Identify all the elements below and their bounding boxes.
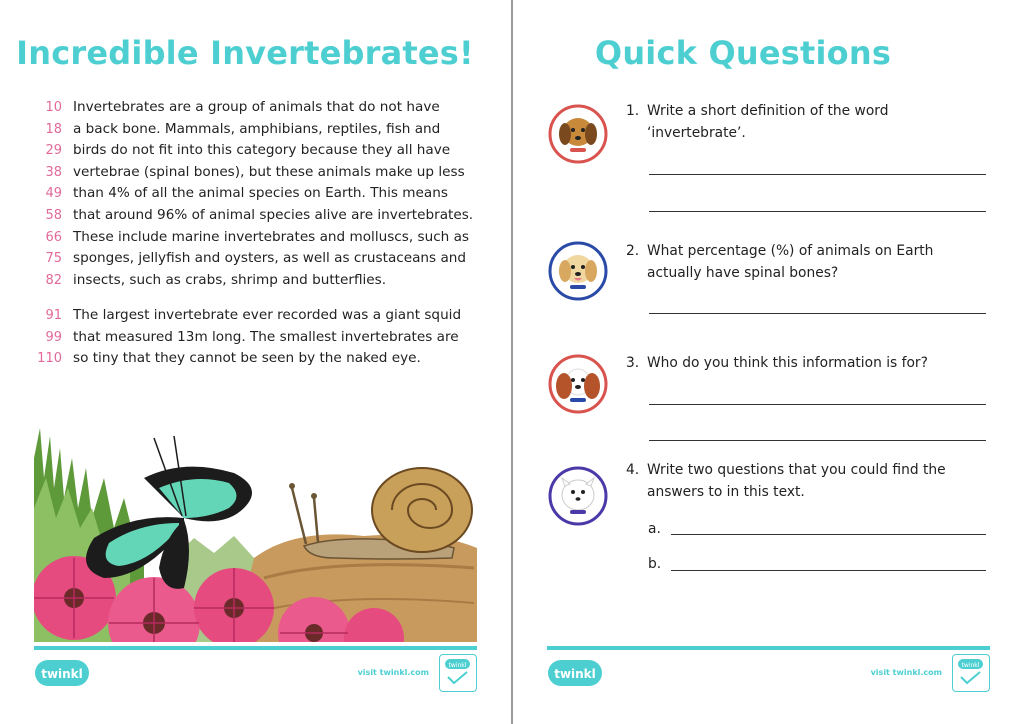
line-number: 110 (37, 351, 62, 367)
question-text: Who do you think this information is for? (647, 355, 928, 371)
left-page (0, 0, 511, 724)
answer-line-3b[interactable] (649, 440, 986, 441)
text-line (30, 205, 474, 227)
question-number: 3. (626, 355, 640, 371)
text-line (30, 305, 470, 327)
question-number: 1. (626, 103, 640, 119)
line-text: than 4% of all the animal species on Earth. This means (73, 185, 448, 202)
line-number: 99 (45, 329, 62, 345)
answer-line-3a[interactable] (649, 404, 986, 405)
logo-text: twinkl (554, 667, 596, 681)
line-text: The largest invertebrate ever recorded was a giant squid (73, 307, 462, 323)
text-line (30, 162, 470, 184)
twinkl-logo[interactable] (34, 658, 90, 688)
line-text: birds do not fit into this category because they all have (73, 142, 451, 159)
footer (34, 646, 477, 694)
text-line (30, 270, 470, 292)
answer-label-b: b. (648, 556, 662, 572)
line-number: 18 (45, 121, 62, 137)
line-text: that around 96% of animal species alive are invertebrates. (73, 206, 474, 223)
paragraph-1 (30, 97, 474, 291)
line-number: 38 (45, 164, 62, 180)
question-number: 4. (626, 462, 640, 478)
invertebrates-illustration (34, 418, 477, 642)
visit-link[interactable]: visit twinkl.com (357, 668, 429, 677)
text-line (30, 119, 470, 141)
question-number: 2. (626, 243, 640, 259)
line-text: that measured 13m long. The smallest invertebrates are (73, 328, 459, 345)
line-text: These include marine invertebrates and molluscs, such as (73, 228, 470, 245)
footer (547, 646, 990, 694)
quality-badge (952, 654, 990, 692)
text-line (30, 327, 470, 349)
line-text: a back bone. Mammals, amphibians, reptiles, fish and (73, 120, 441, 137)
visit-link[interactable]: visit twinkl.com (870, 668, 942, 677)
text-line (30, 183, 470, 205)
badge-text: twinkl (448, 662, 467, 669)
line-number: 58 (45, 207, 62, 223)
line-text: Invertebrates are a group of animals that do not have (73, 99, 440, 115)
line-number: 82 (45, 272, 62, 288)
line-text: insects, such as crabs, shrimp and butterflies. (73, 271, 387, 288)
page-title: Quick Questions (594, 34, 892, 72)
text-line (30, 248, 470, 270)
line-number: 91 (45, 308, 62, 323)
logo-text: twinkl (41, 667, 83, 681)
answer-line-4a[interactable] (671, 534, 986, 535)
answer-line-4b[interactable] (671, 570, 986, 571)
text-line (30, 97, 470, 119)
dog-avatar-2 (548, 241, 608, 301)
dog-avatar-4 (548, 466, 608, 526)
answer-line-1b[interactable] (649, 211, 986, 212)
line-number: 75 (45, 251, 62, 267)
right-page (513, 0, 1024, 724)
line-number: 10 (45, 100, 62, 115)
text-line (30, 140, 470, 162)
line-number: 49 (45, 186, 62, 202)
paragraph-2 (30, 305, 470, 370)
page-title: Incredible Invertebrates! (16, 34, 474, 72)
question-text: Write a short definition of the word ‘invertebrate’. (647, 103, 889, 141)
quality-badge (439, 654, 477, 692)
footer-line (34, 646, 477, 650)
dog-avatar-3 (548, 354, 608, 414)
twinkl-logo[interactable] (547, 658, 603, 688)
badge-text: twinkl (961, 662, 980, 669)
line-number: 66 (45, 229, 62, 245)
line-text: so tiny that they cannot be seen by the naked eye. (73, 350, 421, 367)
text-line (30, 227, 470, 249)
text-line (30, 348, 470, 370)
answer-label-a: a. (648, 521, 661, 537)
answer-line-1a[interactable] (649, 174, 986, 175)
line-number: 29 (45, 143, 62, 159)
answer-line-2[interactable] (649, 313, 986, 314)
question-text: What percentage (%) of animals on Earth actually have spinal bones? (647, 243, 934, 281)
dog-avatar-1 (548, 104, 608, 164)
line-text: sponges, jellyfish and oysters, as well as crustaceans and (73, 250, 467, 267)
line-text: vertebrae (spinal bones), but these animals make up less (73, 163, 465, 180)
footer-line (547, 646, 990, 650)
question-text: Write two questions that you could find the answers to in this text. (647, 462, 946, 500)
